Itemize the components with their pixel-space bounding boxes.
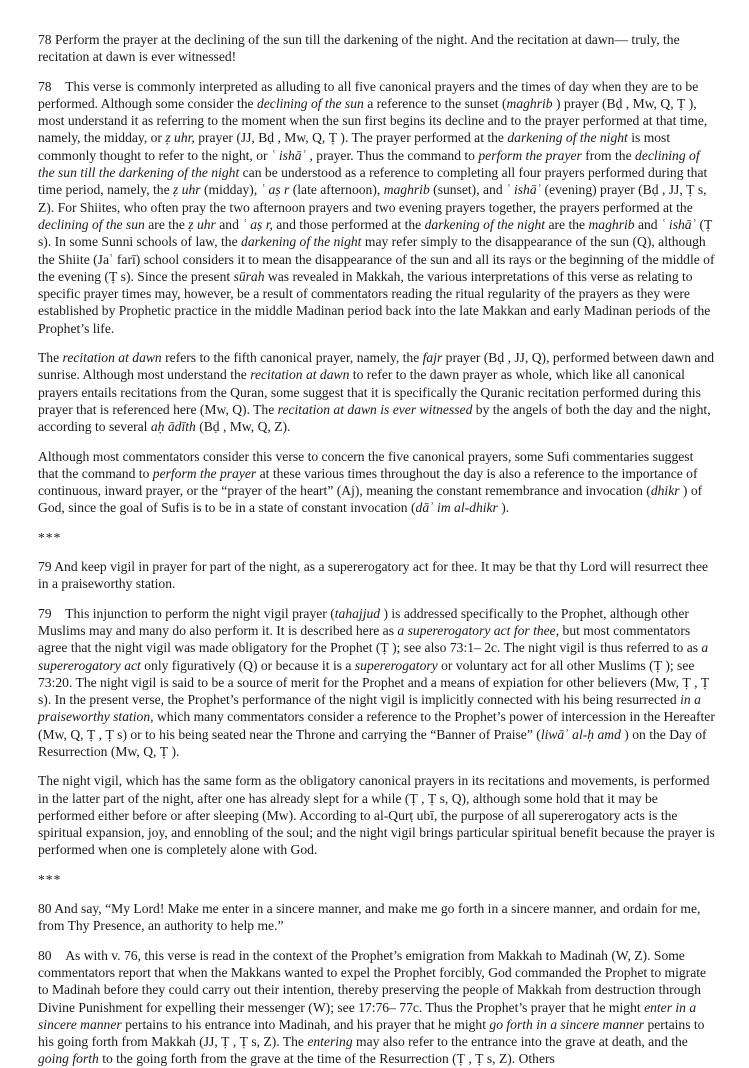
section-separator: ***	[38, 871, 62, 887]
verse-79-translation: 79 And keep vigil in prayer for part of the night, as a supererogatory act for thee. It may be that thy Lord will resurrect thee in a praiseworthy station.	[38, 559, 709, 592]
commentary-79-paragraph-1: 79 This injunction to perform the night vigil prayer (tahajjud ) is addressed specifically to the Prophet, although other Muslims may and many do also perform it. It is described here as a supererogatory act for thee, but most commentators agree that the night vigil was made obligatory for the Prophet (Ṭ ); see also 73:1– 2c. The night vigil is thus referred to as a supererogatory act only figuratively (Q) or because it is a supererogatory or voluntary act for all other Muslims (Ṭ ); see 73:20. The night vigil is said to be a source of merit for the Prophet and a means of expiation for other believers (Mw, Ṭ , Ṭ s). In the present verse, the Prophet’s performance of the night vigil is implicitly connected with his being resurrected in a praiseworthy station, which many commentators consider a reference to the Prophet’s power of intercession in the Hereafter (Mw, Q, Ṭ , Ṭ s) or to his being seated near the Throne and carrying the “Banner of Praise” (liwāʾ al-ḥ amd ) on the Day of Resurrection (Mw, Q, Ṭ ).	[38, 605, 715, 759]
section-separator: ***	[38, 529, 62, 545]
verse-78-translation: 78 Perform the prayer at the declining of the sun till the darkening of the night. And the recitation at dawn— truly, the recitation at dawn is ever witnessed!	[38, 32, 680, 65]
verse-80-translation: 80 And say, “My Lord! Make me enter in a sincere manner, and make me go forth in a sincere manner, and ordain for me, from Thy Presence, an authority to help me.”	[38, 901, 701, 934]
commentary-80-paragraph-1: 80 As with v. 76, this verse is read in the context of the Prophet’s emigration from Makkah to Madinah (W, Z). Some commentators report that when the Makkans wanted to expel the Prophet forcibly, God commanded the Prophet to migrate to Madinah before they could carry out their intention, thereby preserving the people of Makkah from destruction through Divine Punishment for expelling their messenger (W); see 17:76– 77c. Thus the Prophet’s prayer that he might enter in a sincere manner pertains to his entrance into Madinah, and his prayer that he might go forth in a sincere manner pertains to his going forth from Makkah (JJ, Ṭ , Ṭ s, Z). The entering may also refer to the entrance into the grave at death, and the going forth to the going forth from the grave at the time of the Resurrection (Ṭ , Ṭ s, Z). Others	[38, 947, 707, 1067]
commentary-79-paragraph-2: The night vigil, which has the same form as the obligatory canonical prayers in its recitations and movements, is performed in the latter part of the night, after one has already slept for a while (Ṭ , Ṭ s, Q), although some hold that it may be performed either before or after sleeping (Mw). According to al-Qurṭ ubī, the purpose of all supererogatory acts is the spiritual expansion, joy, and ennobling of the soul; and the night vigil brings particular spiritual benefit because the prayer is performed when one is completely alone with God.	[38, 773, 715, 858]
commentary-78-paragraph-3: Although most commentators consider this verse to concern the five canonical prayers, some Sufi commentaries suggest that the command to perform the prayer at these various times throughout the day is also a reference to the importance of continuous, inward prayer, or the “prayer of the heart” (Aj), meaning the constant remembrance and invocation (dhikr ) of God, since the goal of Sufis is to be in a state of constant invocation (dāʾ im al-dhikr ).	[38, 448, 703, 516]
commentary-78-paragraph-2: The recitation at dawn refers to the fifth canonical prayer, namely, the fajr prayer (Bḍ , JJ, Q), performed between dawn and sunrise. Although most understand the recitation at dawn to refer to the dawn prayer as whole, which like all canonical prayers entails recitations from the Quran, some suggest that it is specifically the Quranic recitation performed during this prayer that is referenced here (Mw, Q). The recitation at dawn is ever witnessed by the angels of both the day and the night, according to several aḥ ādīth (Bḍ , Mw, Q, Z).	[38, 350, 715, 435]
commentary-78-paragraph-1: 78 This verse is commonly interpreted as alluding to all five canonical prayers and the times of day when they are to be performed. Although some consider the declining of the sun a reference to the sunset (maghrib ) prayer (Bḍ , Mw, Q, Ṭ ), most understand it as referring to the moment when the sun first begins its decline and to the prayer performed at that time, namely, the midday, or ẓ uhr, prayer (JJ, Bḍ , Mw, Q, Ṭ ). The prayer performed at the darkening of the night is most commonly thought to refer to the night, or ʿ ishāʾ , prayer. Thus the command to perform the prayer from the declining of the sun till the darkening of the night can be understood as a reference to completing all four prayers performed during that time period, namely, the ẓ uhr (midday), ʿ aṣ r (late afternoon), maghrib (sunset), and ʿ ishāʾ (evening) prayer (Bḍ , JJ, Ṭ s, Z). For Shiites, who often pray the two afternoon prayers and two evening prayers together, the prayers performed at the declining of the sun are the ẓ uhr and ʿ aṣ r, and those performed at the darkening of the night are the maghrib and ʿ ishāʾ (Ṭ s). In some Sunni schools of law, the darkening of the night may refer simply to the disappearance of the sun (Q), although the Shiite (Jaʿ farī) school considers it to mean the disappearance of the sun and all its rays or the beginning of the middle of the evening (Ṭ s). Since the present sūrah was revealed in Makkah, the various interpretations of this verse as relating to specific prayer times may, however, be a result of commentators reading the ritual regularity of the prayers as they were established by Prophetic practice in the middle Madinan period back into the late Makkan and early Madinan periods of the Prophet’s life.	[38, 78, 715, 336]
